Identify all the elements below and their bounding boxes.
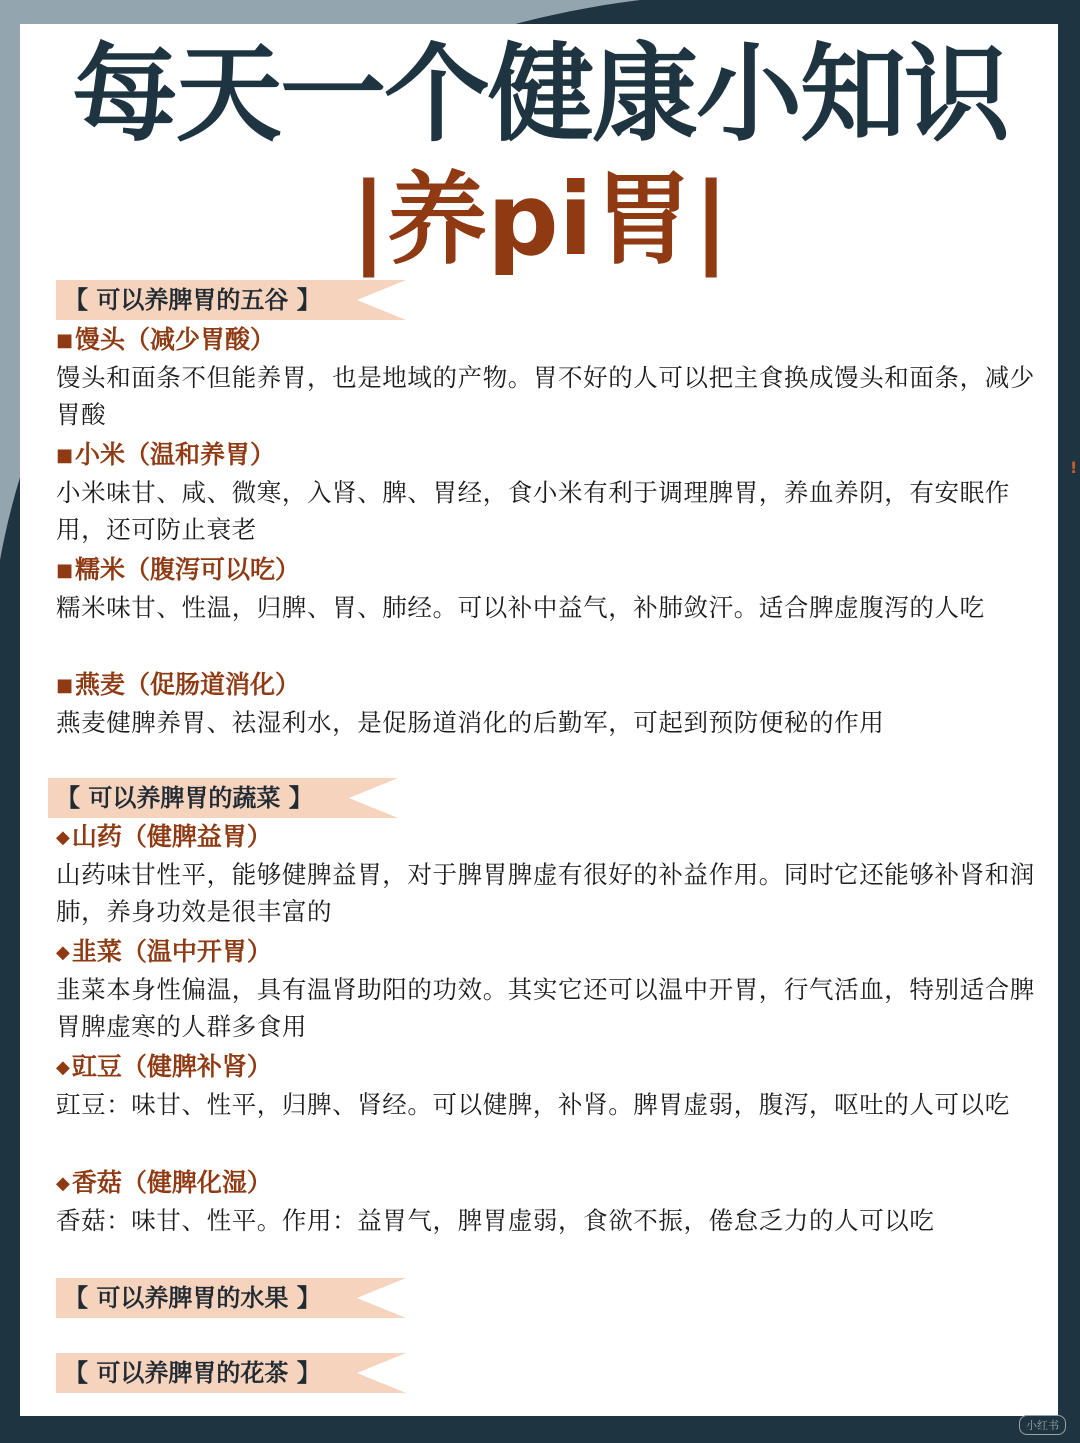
item-title-cowpea xyxy=(56,1049,272,1088)
diamond-bullet-icon: ◆ xyxy=(56,1173,70,1194)
item-name: 豇豆（健脾补肾） xyxy=(71,1052,272,1081)
item-title-yam xyxy=(56,819,272,858)
item-title-oats xyxy=(56,667,300,706)
item-body-yam: 山药味甘性平，能够健脾益胃，对于脾胃脾虚有很好的补益作用。同时它还能够补肾和润肺，养身功效是很丰富的 xyxy=(56,860,1035,926)
item-name: 韭菜（温中开胃） xyxy=(71,937,272,966)
section-header-fruits xyxy=(56,1278,406,1318)
item-body-mantou: 馒头和面条不但能养胃，也是地域的产物。胃不好的人可以把主食换成馒头和面条，减少胃酸 xyxy=(56,363,1035,429)
item-title-millet xyxy=(56,437,275,476)
edge-mark: ! xyxy=(1070,458,1078,477)
square-bullet-icon: ■ xyxy=(56,445,74,466)
page-title: 每天一个健康小知识 xyxy=(72,33,1008,156)
item-body-millet: 小米味甘、咸、微寒，入肾、脾、胃经，食小米有利于调理脾胃，养血养阴，有安眠作用，还可防止衰老 xyxy=(56,478,1010,544)
item-title-chives xyxy=(56,934,272,973)
square-bullet-icon: ■ xyxy=(56,560,74,581)
page-subtitle: |养pi胃| xyxy=(350,161,730,278)
section-header-flower-tea xyxy=(56,1353,406,1393)
item-name: 糯米（腹泻可以吃） xyxy=(75,555,301,584)
item-name: 小米（温和养胃） xyxy=(75,440,276,469)
item-body-glutinous-rice: 糯米味甘、性温，归脾、胃、肺经。可以补中益气，补肺敛汗。适合脾虚腹泻的人吃 xyxy=(56,593,985,622)
section-header-grains xyxy=(56,280,406,320)
item-body-chives: 韭菜本身性偏温，具有温肾助阳的功效。其实它还可以温中开胃，行气活血，特别适合脾胃脾虚寒的人群多食用 xyxy=(56,975,1035,1041)
section-heading: 【 可以养脾胃的五谷 】 xyxy=(64,286,321,314)
item-title-mantou xyxy=(56,322,275,361)
diamond-bullet-icon: ◆ xyxy=(56,827,70,848)
square-bullet-icon: ■ xyxy=(56,675,74,696)
item-name: 燕麦（促肠道消化） xyxy=(75,670,301,699)
item-body-cowpea: 豇豆：味甘、性平，归脾、肾经。可以健脾，补肾。脾胃虚弱，腹泻，呕吐的人可以吃 xyxy=(56,1090,1010,1119)
item-name: 馒头（减少胃酸） xyxy=(75,325,276,354)
item-title-shiitake xyxy=(56,1165,272,1204)
diamond-bullet-icon: ◆ xyxy=(56,942,70,963)
section-heading: 【 可以养脾胃的水果 】 xyxy=(64,1284,321,1312)
diamond-bullet-icon: ◆ xyxy=(56,1057,70,1078)
section-header-vegetables xyxy=(48,778,398,818)
item-title-glutinous-rice xyxy=(56,552,300,591)
item-body-shiitake: 香菇：味甘、性平。作用：益胃气，脾胃虚弱，食欲不振，倦怠乏力的人可以吃 xyxy=(56,1206,935,1235)
section-heading: 【 可以养脾胃的花茶 】 xyxy=(64,1359,321,1387)
watermark-logo: 小红书 xyxy=(1019,1415,1066,1435)
section-heading: 【 可以养脾胃的蔬菜 】 xyxy=(56,784,313,812)
item-name: 山药（健脾益胃） xyxy=(71,822,272,851)
item-name: 香菇（健脾化湿） xyxy=(71,1168,272,1197)
item-body-oats: 燕麦健脾养胃、祛湿利水，是促肠道消化的后勤军，可起到预防便秘的作用 xyxy=(56,708,885,737)
square-bullet-icon: ■ xyxy=(56,330,74,351)
